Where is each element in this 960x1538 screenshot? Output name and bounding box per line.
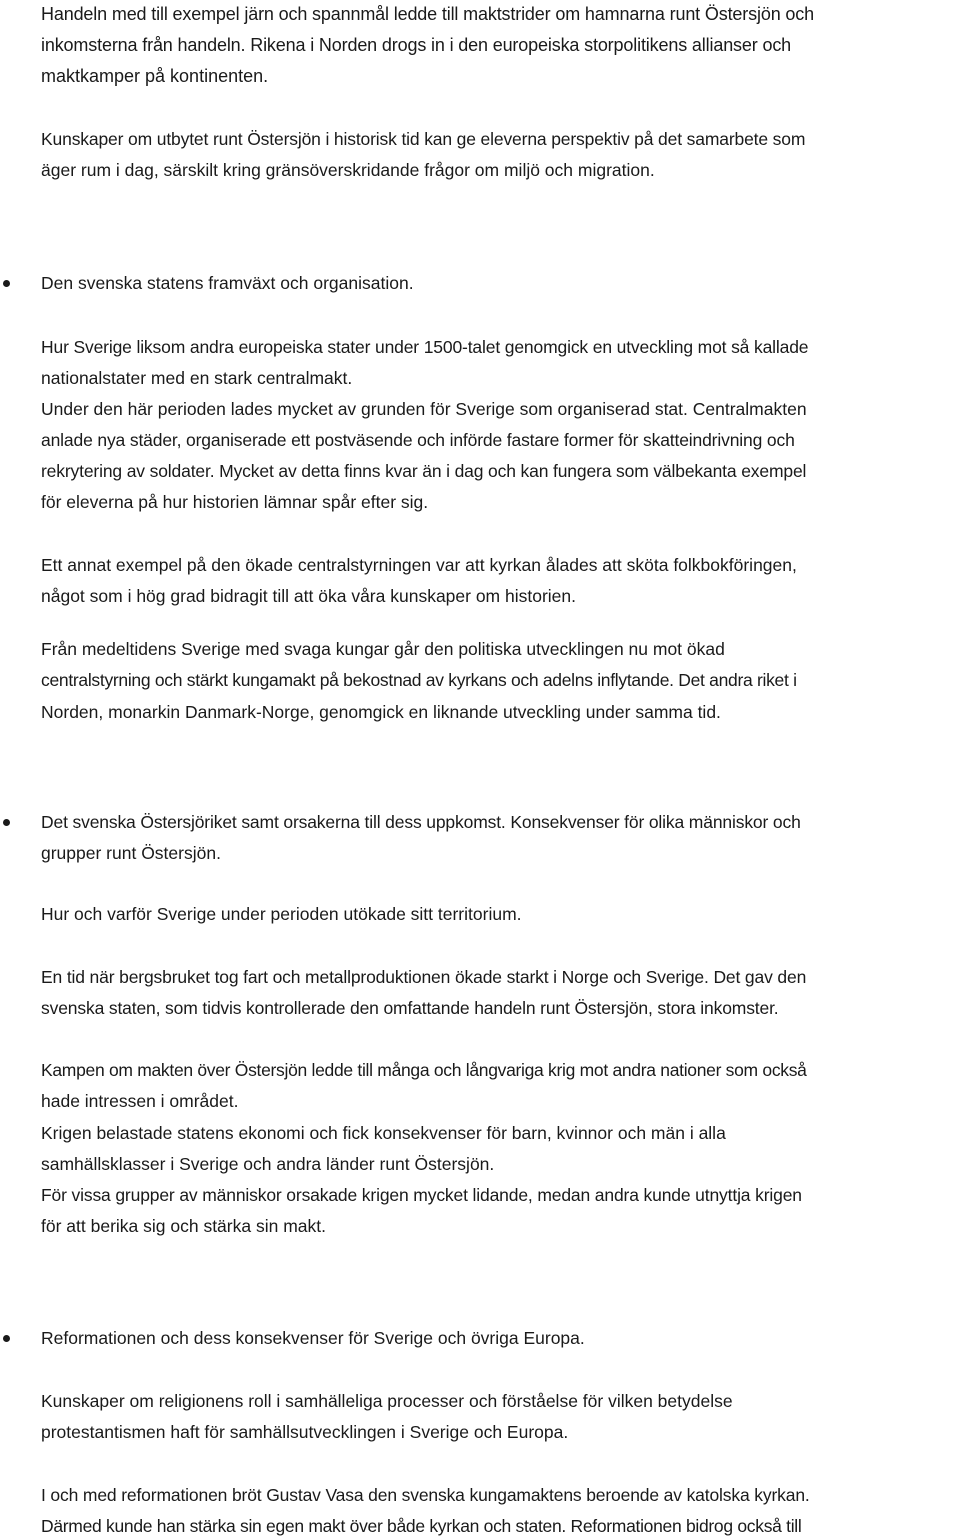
section-1-p1-line-5: rekrytering av soldater. Mycket av detta finns kvar än i dag och kan fungera som välbekanta exempel bbox=[41, 461, 807, 481]
section-2-p1-line-1: Hur och varför Sverige under perioden utökade sitt territorium. bbox=[41, 904, 522, 924]
section-2-p3-line-2: hade intressen i området. bbox=[41, 1091, 239, 1111]
section-2-p3-line-4: samhällsklasser i Sverige och andra länder runt Östersjön. bbox=[41, 1154, 495, 1174]
section-2-heading-line-1: Det svenska Östersjöriket samt orsakerna till dess uppkomst. Konsekvenser för olika människor och bbox=[41, 812, 801, 832]
bullet-icon bbox=[3, 280, 10, 287]
section-1-p1-line-1: Hur Sverige liksom andra europeiska stater under 1500-talet genomgick en utveckling mot så kallade bbox=[41, 337, 809, 357]
intro2-line-1: Kunskaper om utbytet runt Östersjön i historisk tid kan ge eleverna perspektiv på det samarbete som bbox=[41, 129, 806, 149]
section-1-heading: Den svenska statens framväxt och organisation. bbox=[41, 273, 414, 293]
section-2-p3-line-1: Kampen om makten över Östersjön ledde till många och långvariga krig mot andra nationer som också bbox=[41, 1060, 807, 1080]
section-1-p1-line-4: anlade nya städer, organiserade ett postväsende och införde fastare former för skatteindrivning och bbox=[41, 430, 795, 450]
section-1-p3-line-3: Norden, monarkin Danmark-Norge, genomgick en liknande utveckling under samma tid. bbox=[41, 702, 721, 722]
intro-line-1: Handeln med till exempel järn och spannmål ledde till maktstrider om hamnarna runt Östersjön och bbox=[41, 4, 814, 24]
section-1-p1-line-2: nationalstater med en stark centralmakt. bbox=[41, 368, 353, 388]
section-2-p2-line-1: En tid när bergsbruket tog fart och metallproduktionen ökade starkt i Norge och Sverige. Det gav den bbox=[41, 967, 807, 987]
section-3-p2-line-2: Därmed kunde han stärka sin egen makt över både kyrkan och staten. Reformationen bidrog också till bbox=[41, 1516, 802, 1536]
intro-line-3: maktkamper på kontinenten. bbox=[41, 66, 269, 86]
intro-line-2: inkomsterna från handeln. Rikena i Norden drogs in i den europeiska storpolitikens allianser och bbox=[41, 35, 792, 55]
section-1-p2-line-1: Ett annat exempel på den ökade centralstyrningen var att kyrkan ålades att sköta folkbokföringen, bbox=[41, 555, 797, 575]
section-1-p3-line-2: centralstyrning och stärkt kungamakt på bekostnad av kyrkans och adelns inflytande. Det andra riket i bbox=[41, 670, 797, 690]
section-2-p3-line-5: För vissa grupper av människor orsakade krigen mycket lidande, medan andra kunde utnyttja krigen bbox=[41, 1185, 802, 1205]
section-3-p1-line-1: Kunskaper om religionens roll i samhälleliga processer och förståelse för vilken betydelse bbox=[41, 1391, 733, 1411]
section-2-p2-line-2: svenska staten, som tidvis kontrollerade den omfattande handeln runt Östersjön, stora inkomster. bbox=[41, 998, 779, 1018]
bullet-icon bbox=[3, 819, 10, 826]
section-2-heading-line-2: grupper runt Östersjön. bbox=[41, 843, 221, 863]
bullet-icon bbox=[3, 1335, 10, 1342]
section-1-p3-line-1: Från medeltidens Sverige med svaga kungar går den politiska utvecklingen nu mot ökad bbox=[41, 639, 725, 659]
section-3-p1-line-2: protestantismen haft för samhällsutvecklingen i Sverige och Europa. bbox=[41, 1422, 569, 1442]
section-2-p3-line-6: för att berika sig och stärka sin makt. bbox=[41, 1216, 326, 1236]
section-3-heading: Reformationen och dess konsekvenser för Sverige och övriga Europa. bbox=[41, 1328, 585, 1348]
section-2-p3-line-3: Krigen belastade statens ekonomi och fick konsekvenser för barn, kvinnor och män i alla bbox=[41, 1123, 726, 1143]
section-1-p1-line-6: för eleverna på hur historien lämnar spår efter sig. bbox=[41, 492, 429, 512]
section-1-p2-line-2: något som i hög grad bidragit till att öka våra kunskaper om historien. bbox=[41, 586, 577, 606]
intro2-line-2: äger rum i dag, särskilt kring gränsöverskridande frågor om miljö och migration. bbox=[41, 160, 655, 180]
section-1-p1-line-3: Under den här perioden lades mycket av grunden för Sverige som organiserad stat. Centralmakten bbox=[41, 399, 807, 419]
section-3-p2-line-1: I och med reformationen bröt Gustav Vasa den svenska kungamaktens beroende av katolska kyrkan. bbox=[41, 1485, 810, 1505]
